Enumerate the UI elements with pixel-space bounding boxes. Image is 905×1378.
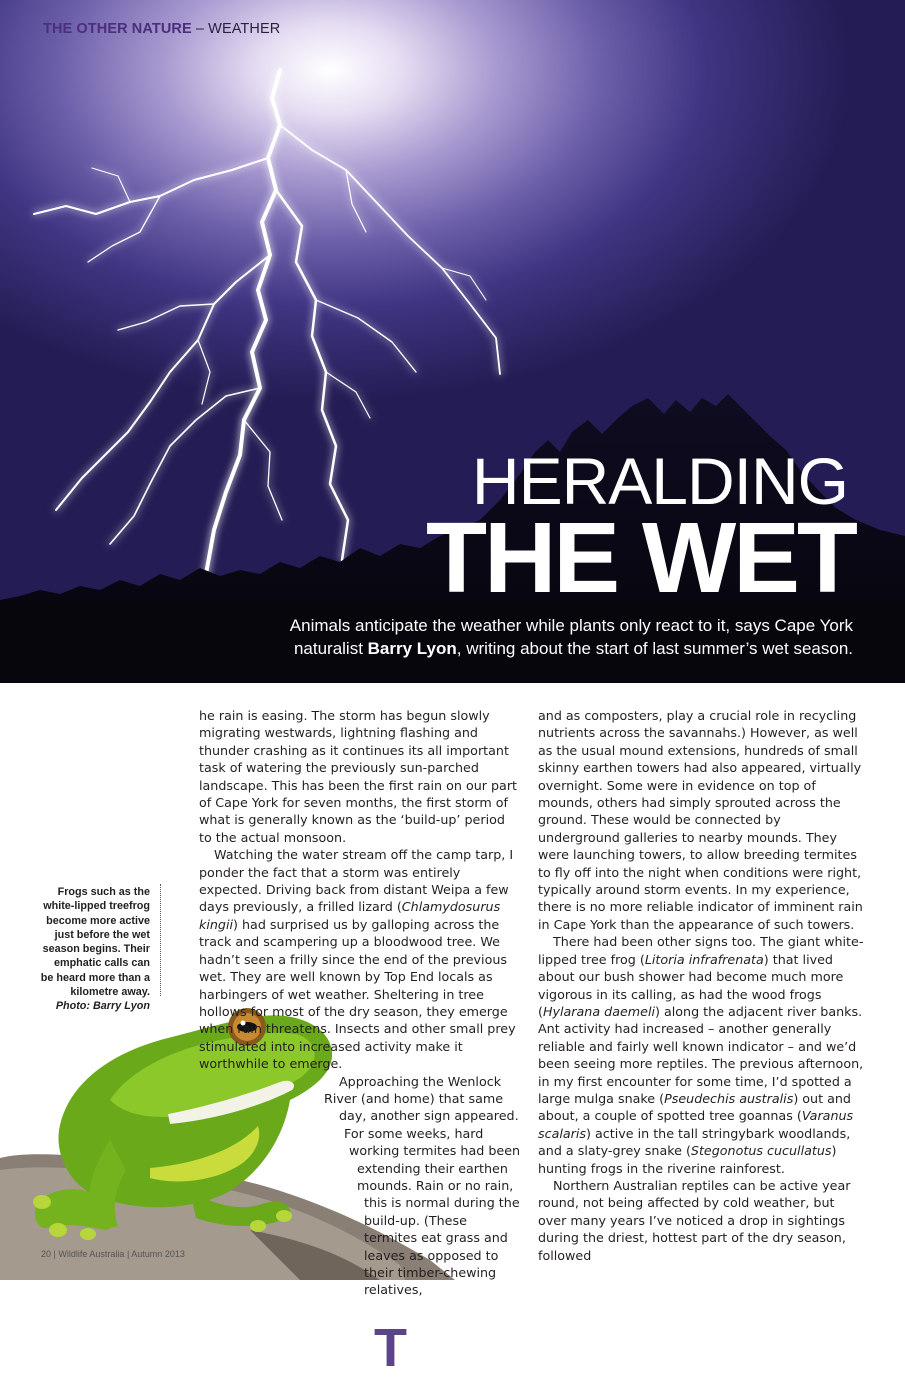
spacer	[199, 1254, 319, 1271]
author-name: Barry Lyon	[367, 639, 457, 658]
spacer	[199, 1115, 339, 1132]
spacer	[199, 1323, 374, 1340]
paragraph-4: and as composters, play a crucial role in recycling nutrients across the savannahs.) However, as well as the usual mound extensions, hundreds of small skinny earthen towers had also appeared, virtually overnight. Some were in evidence on top of mounds, others had simply sprouted across the ground. These would be connected by underground galleries to nearby mounds. They were launching towers, to allow breeding termites to fly off into the night when conditions were right, typically around storm events. In my experience, there is no more reliable indicator of imminent rain in Cape York than the appearance of such towers.	[538, 708, 863, 932]
standfirst-text-2: , writing about the start of last summer’s wet season.	[456, 639, 853, 658]
section-subname: – WEATHER	[195, 21, 281, 37]
paragraph-5	[538, 933, 864, 1177]
species-name: Hylarana daemeli	[542, 1003, 655, 1019]
headline-line-2: THE WET	[426, 502, 855, 614]
standfirst-text-1: Animals anticipate the weather while plants only react to it, says Cape York naturalist	[289, 616, 853, 658]
p2-text-b: ) had surprised us by galloping across the track and scampering up a bloodwood tree. We hadn’t seen a frilly since the end of the previous wet. They are well known by Top End locals as harbingers of wet weather. Sheltering in tree hollows for most of the dry season, they emerge when rain threatens. Insects and other small prey stimulated into increased activity make it worthwhile to emerge.	[199, 916, 516, 1072]
page-number: 20	[41, 1249, 52, 1259]
headline-line-1: HERALDING	[471, 444, 848, 518]
spacer	[199, 1167, 357, 1184]
spacer	[199, 1289, 364, 1306]
issue-date: Autumn 2013	[131, 1249, 185, 1259]
section-label	[43, 21, 280, 37]
p5-text-a: There had been other signs too. The giant white-lipped tree frog (	[538, 934, 864, 967]
species-name: Litoria infrafrenata	[644, 951, 764, 967]
p5-text-d: ) out and about, a couple of spotted tree goannas (	[538, 1090, 851, 1124]
paragraph-3: Approaching the Wenlock River (and home) that same day, another sign appeared. For some weeks, hard working termites had been extending their earthen mounds. Rain or no rain, this is normal during the build-up. (These termites eat grass and leaves as opposed to their timber-chewing relatives,	[324, 1073, 521, 1298]
p5-text-c: ) along the adjacent river banks. Ant activity had increased – another generally reliable and fairly well known indicator – and we’d been seeing more reptiles. The previous afternoon, in my first encounter for some time, I’d spotted a large mulga snake (	[538, 1003, 864, 1106]
spacer	[199, 1184, 329, 1201]
species-name: Stegonotus cucullatus	[690, 1143, 832, 1159]
spacer	[199, 1097, 324, 1114]
photo-credit: Photo: Barry Lyon	[55, 1000, 150, 1013]
p5-text-b: ) that lived about our bush shower had become much more vigorous in its calling, as had the wood frogs (	[538, 951, 844, 1019]
footer-separator: |	[126, 1249, 130, 1259]
spacer	[199, 1080, 324, 1097]
caption-divider	[160, 884, 161, 996]
species-name: Pseudechis australis	[664, 1090, 794, 1106]
spacer	[199, 1202, 311, 1219]
species-name: Varanus scalaris	[538, 1108, 854, 1141]
section-name: THE OTHER NATURE	[43, 21, 192, 37]
p5-text-e: ) active in the tall stringybark woodlands, and a slaty-grey snake (	[538, 1125, 851, 1159]
drop-cap: T	[374, 1318, 407, 1378]
spacer	[199, 1150, 349, 1167]
p2-text-a: Watching the water stream off the camp tarp, I ponder the fact that a storm was entirely expected. Driving back from distant Weipa a few days previously, a frilled lizard (	[199, 847, 514, 915]
article-column-1	[199, 707, 521, 1378]
caption-text: Frogs such as the white-lipped treefrog become more active just before the wet season begins. Their emphatic calls can be heard more than a kilometre away.	[40, 886, 150, 999]
spacer	[199, 1219, 311, 1236]
spacer	[199, 1306, 374, 1323]
p5-text-f: ) hunting frogs in the riverine rainforest.	[538, 1143, 837, 1176]
page-footer	[41, 1249, 185, 1259]
species-name: Chlamydosurus kingii	[199, 899, 501, 932]
footer-separator: |	[53, 1249, 56, 1259]
spacer	[199, 1237, 311, 1254]
magazine-name: Wildlife Australia	[58, 1249, 125, 1259]
paragraph-1: he rain is easing. The storm has begun slowly migrating westwards, lightning flashing and thunder crashing as it continues its all important task of watering the previously sun-parched landscape. This has been the first rain on our part of Cape York for seven months, the first storm of what is generally known as the ‘build-up’ period to the actual monsoon.	[199, 708, 518, 845]
standfirst	[233, 614, 853, 660]
paragraph-6: Northern Australian reptiles can be active year round, not being affected by cold weather, but over many years I’ve noticed a drop in sightings during the driest, hottest part of the dry season, followed	[538, 1177, 851, 1263]
article-column-2	[538, 707, 864, 1264]
spacer	[199, 1132, 344, 1149]
paragraph-2	[199, 846, 521, 1072]
